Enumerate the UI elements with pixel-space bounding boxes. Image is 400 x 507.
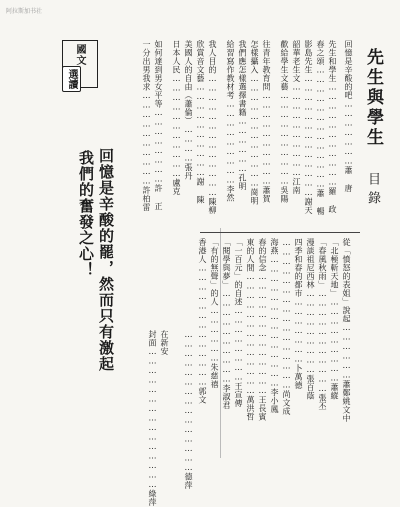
toc-entry[interactable]: 美國人的自由（蕭倫）…………張丹 <box>184 40 193 180</box>
toc-entry[interactable]: 歡給學生文藝…………………………吳陽 <box>280 40 289 203</box>
section-label-top: 國文 <box>74 44 85 66</box>
toc-entry[interactable]: 我人目的…………………………………陳柳 <box>208 40 217 215</box>
toc-title: 先生與學生 <box>363 48 383 148</box>
toc-entry[interactable]: 我們應怎樣選擇書籍………………孔明 <box>238 40 247 191</box>
watermark: 阿拉斯加书社 <box>6 8 43 15</box>
toc-entry[interactable]: 韶華老生文…………………………江南 <box>292 40 301 195</box>
toc-entry[interactable]: 春的信念…………………………………王長賓 <box>258 238 267 421</box>
toc-entry[interactable]: 「閱學與夢」…………………………李淑君 <box>222 238 231 410</box>
toc-entry[interactable]: ………………………………………德萍 <box>184 330 193 490</box>
toc-entry[interactable]: 如何達到男女平等……………………許 正 <box>154 40 163 211</box>
toc-mulu-heading: 目錄 <box>365 172 380 210</box>
toc-entry[interactable]: 封面………………………………………綠萍 <box>148 330 157 507</box>
toc-entry[interactable]: 海燕……………………………………李小鳳 <box>270 238 279 414</box>
toc-entry[interactable]: 回憶是辛酸的吧…………………蕭 唐 <box>344 40 353 193</box>
toc-entry[interactable]: 日本人民……………………………盧克 <box>172 40 181 196</box>
toc-entry[interactable]: …………………………………………尚文成 <box>282 238 291 416</box>
section-label-bottom: 選讀 <box>62 66 81 92</box>
toc-entry[interactable]: 漫談祖尼西林………………………張百蔭 <box>306 238 315 400</box>
toc-entry[interactable]: 在新安 <box>160 330 169 356</box>
slogan-line-1: 回憶是辛酸的罷，然而只有激起 <box>97 148 115 372</box>
toc-entry[interactable]: 「一百元」的自述……………………王宣傳 <box>234 238 243 408</box>
section-rule <box>200 232 360 233</box>
toc-entry[interactable]: 四季和春的都市…………………卜萬德 <box>294 238 303 390</box>
toc-entry[interactable]: 「北極斬天地」………………………蕭縱 <box>330 238 339 400</box>
column-divider <box>220 228 221 458</box>
toc-entry[interactable]: 春之頌…………………………………蕭 暢 <box>316 40 325 216</box>
toc-entry[interactable]: 東的人間…………………………………萬洪哲 <box>246 238 255 421</box>
toc-entry[interactable]: 一分出男我求…………………………許柏雷 <box>142 40 151 212</box>
toc-entry[interactable]: 香港人…………………………………郭文 <box>198 238 207 404</box>
toc-entry[interactable]: 「春風秋雨」……………………………張丕 <box>318 238 327 411</box>
toc-entry[interactable]: 「有的無聲」的人………………朱慈禧 <box>210 238 219 389</box>
toc-entry[interactable]: 欣賞音文藝…………………………謝 陳 <box>196 40 205 204</box>
toc-entry[interactable]: 影島先生…………………………………謝天 <box>304 40 313 215</box>
toc-entry[interactable]: 怎樣攝入………………………………崗明 <box>250 40 259 205</box>
toc-entry[interactable]: 先生和學生……………………………羅 政 <box>328 40 337 214</box>
toc-entry[interactable]: 給習寫作教材考………………………李然 <box>226 40 235 202</box>
slogan-line-2: 我們的奮發之心！ <box>77 150 95 278</box>
toc-entry[interactable]: 從「憤怒的表姐」說起………………蕭鄭姚文中 <box>342 238 351 423</box>
toc-entry[interactable]: 往青年教育問…………………………蕭賀 <box>262 40 271 203</box>
